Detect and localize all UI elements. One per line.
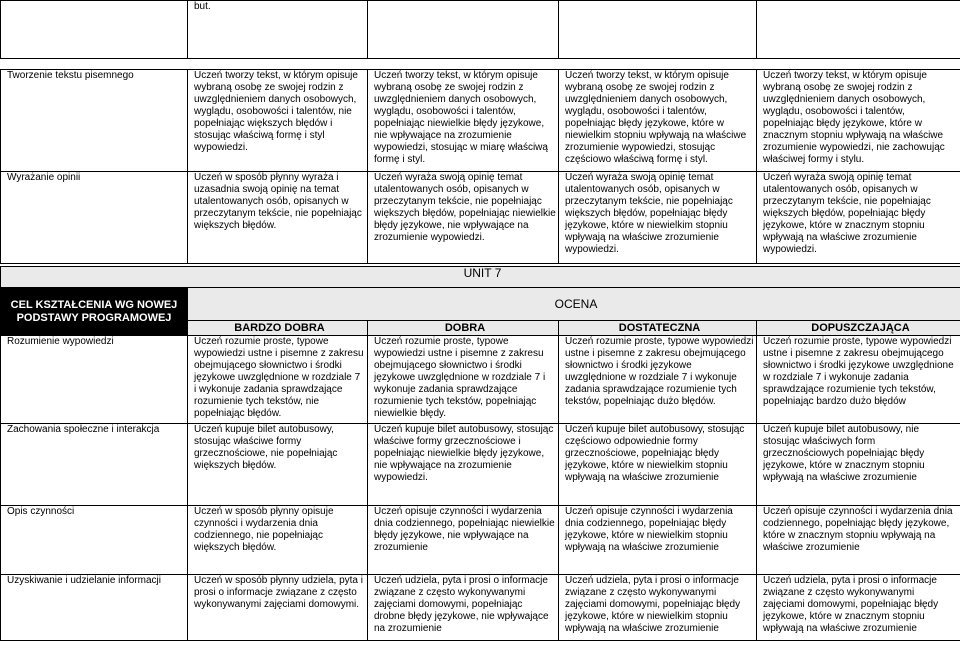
- criteria-cell: Uczeń kupuje bilet autobusowy, stosując właściwe formy grzecznościowe i popełniając niewielkie błędy językowe, nie wpływające na zrozumienie wypowiedzi.: [368, 424, 559, 506]
- criteria-cell: Uczeń opisuje czynności i wydarzenia dnia codziennego, popełniając niewielkie błędy językowe, nie wpływające na zrozumienie: [368, 506, 559, 575]
- unit-row: [1, 267, 960, 288]
- criteria-cell: Uczeń udziela, pyta i prosi o informacje związane z często wykonywanymi zajęciami domowymi, popełniając błędy językowe, które w niewielkim stopniu wpływają na właściwe zrozumienie: [559, 575, 757, 641]
- criteria-cell: Uczeń udziela, pyta i prosi o informacje związane z często wykonywanymi zajęciami domowymi, popełniając drobne błędy językowe, nie wpływające na zrozumienie: [368, 575, 559, 641]
- criteria-cell: Uczeń w sposób płynny wyraża i uzasadnia swoją opinię na temat utalentowanych osób, opisanych w przeczytanym tekście, nie popełniając większych błędów.: [188, 172, 368, 264]
- top-fragment-cell: [188, 1, 368, 59]
- top-fragment-table: [0, 0, 960, 59]
- criteria-cell: Uczeń wyraża swoją opinię temat utalentowanych osób, opisanych w przeczytanym tekście, nie popełniając większych błędów, popełniając niewielkie błędy językowe, nie wpływające na zrozumienie wypowiedzi.: [368, 172, 559, 264]
- criteria-cell: Uczeń rozumie proste, typowe wypowiedzi ustne i pisemne z zakresu obejmującego słownictwo i środki językowe uwzględnione w rozdziale 7 i wykonuje zadania sprawdzające rozumienie tych tekstów, nie popełniając błędów.: [188, 336, 368, 424]
- criteria-cell: Uczeń tworzy tekst, w którym opisuje wybraną osobę ze swojej rodzin z uwzględnieniem danych osobowych, wyglądu, osobowości i talentów, popełniając niewielkie błędy językowe, nie wpływające na zrozumienie wypowiedzi, stosując w miarę właściwą formę i styl.: [368, 70, 559, 172]
- criteria-cell: Uczeń tworzy tekst, w którym opisuje wybraną osobę ze swojej rodzin z uwzględnieniem danych osobowych, wyglądu, osobowości i talentów, nie popełniając większych błędów i stosując właściwą formę i styl wypowiedzi.: [188, 70, 368, 172]
- row-category: Rozumienie wypowiedzi: [1, 336, 188, 424]
- criteria-cell: Uczeń opisuje czynności i wydarzenia dnia codziennego, popełniając błędy językowe, które w znacznym stopniu wpływają na właściwe zrozumienie: [757, 506, 960, 575]
- unit-heading: UNIT 7: [1, 267, 960, 288]
- top-fragment-text: but.: [194, 1, 211, 12]
- criteria-cell: Uczeń kupuje bilet autobusowy, stosując właściwe formy grzecznościowe, nie popełniając większych błędów.: [188, 424, 368, 506]
- grade-good: DOBRA: [368, 321, 559, 336]
- top-fragment-empty: [559, 1, 757, 59]
- grade-sufficient: DOSTATECZNA: [559, 321, 757, 336]
- criteria-cell: Uczeń wyraża swoją opinię temat utalentowanych osób, opisanych w przeczytanym tekście, nie popełniając większych błędów, popełniając błędy językowe, które w niewielkim stopniu wpływają na właściwe zrozumienie wypowiedzi.: [559, 172, 757, 264]
- criteria-cell: Uczeń opisuje czynności i wydarzenia dnia codziennego, popełniając błędy językowe, które w niewielkim stopniu wpływają na właściwe zrozumienie: [559, 506, 757, 575]
- top-fragment-empty: [757, 1, 960, 59]
- table-row: [1, 506, 960, 575]
- row-category: Zachowania społeczne i interakcja: [1, 424, 188, 506]
- grade-very-good: BARDZO DOBRA: [188, 321, 368, 336]
- criteria-cell: Uczeń rozumie proste, typowe wypowiedzi ustne i pisemne z zakresu obejmującego słownictwo i środki językowe uwzględnione w rozdziale 7 i wykonuje zadania sprawdzające rozumienie tych tekstów, popełniając dużo błędów.: [559, 336, 757, 424]
- row-category: Uzyskiwanie i udzielanie informacji: [1, 575, 188, 641]
- upper-assessment-table: [0, 69, 960, 264]
- header-learning-goal: CEL KSZTAŁCENIA WG NOWEJ PODSTAWY PROGRAMOWEJ: [1, 288, 188, 336]
- header-ocena: OCENA: [188, 288, 960, 321]
- row-category: Tworzenie tekstu pisemnego: [1, 70, 188, 172]
- row-category: Opis czynności: [1, 506, 188, 575]
- grade-acceptable: DOPUSZCZAJĄCA: [757, 321, 960, 336]
- criteria-cell: Uczeń tworzy tekst, w którym opisuje wybraną osobę ze swojej rodzin z uwzględnieniem danych osobowych, wyglądu, osobowości i talentów, popełniając błędy językowe, które w niewielkim stopniu wpływają na właściwe zrozumienie wypowiedzi, stosując częściowo właściwą formę i styl.: [559, 70, 757, 172]
- table-row: [1, 336, 960, 424]
- criteria-cell: Uczeń kupuje bilet autobusowy, nie stosując właściwych form grzecznościowych popełniając błędy językowe, które w znacznym stopniu wpływają na właściwe zrozumienie: [757, 424, 960, 506]
- unit-assessment-table: [0, 266, 960, 641]
- criteria-cell: Uczeń udziela, pyta i prosi o informacje związane z często wykonywanymi zajęciami domowymi, popełniając błędy językowe, które w znacznym stopniu wpływają na właściwe zrozumienie: [757, 575, 960, 641]
- criteria-cell: Uczeń rozumie proste, typowe wypowiedzi ustne i pisemne z zakresu obejmującego słownictwo i środki językowe uwzględnione w rozdziale 7 i wykonuje zadania sprawdzające rozumienie tych tekstów, popełniając bardzo dużo błędów: [757, 336, 960, 424]
- top-fragment-empty: [1, 1, 188, 59]
- table-row: [1, 70, 960, 172]
- row-category: Wyrażanie opinii: [1, 172, 188, 264]
- header-row: [1, 288, 960, 321]
- criteria-cell: Uczeń tworzy tekst, w którym opisuje wybraną osobę ze swojej rodzin z uwzględnieniem danych osobowych, wyglądu, osobowości i talentów, popełniając błędy językowe, które w znacznym stopniu wpływają na właściwe zrozumienie wypowiedzi, nie zachowując właściwej formy i stylu.: [757, 70, 960, 172]
- table-row: [1, 575, 960, 641]
- criteria-cell: Uczeń wyraża swoją opinię temat utalentowanych osób, opisanych w przeczytanym tekście, nie popełniając większych błędów, popełniając błędy językowe, które w znacznym stopniu wpływają na właściwe zrozumienie wypowiedzi.: [757, 172, 960, 264]
- criteria-cell: Uczeń w sposób płynny udziela, pyta i prosi o informacje związane z często wykonywanymi zajęciami domowymi.: [188, 575, 368, 641]
- top-fragment-empty: [368, 1, 559, 59]
- criteria-cell: Uczeń kupuje bilet autobusowy, stosując częściowo odpowiednie formy grzecznościowe, popełniając błędy językowe, które w niewielkim stopniu wpływają na właściwe zrozumienie: [559, 424, 757, 506]
- table-row: [1, 172, 960, 264]
- table-row: [1, 424, 960, 506]
- criteria-cell: Uczeń rozumie proste, typowe wypowiedzi ustne i pisemne z zakresu obejmującego słownictwo i środki językowe uwzględnione w rozdziale 7 i wykonuje zadania sprawdzające rozumienie tych tekstów, popełniając niewielkie błędy.: [368, 336, 559, 424]
- criteria-cell: Uczeń w sposób płynny opisuje czynności i wydarzenia dnia codziennego, nie popełniając większych błędów.: [188, 506, 368, 575]
